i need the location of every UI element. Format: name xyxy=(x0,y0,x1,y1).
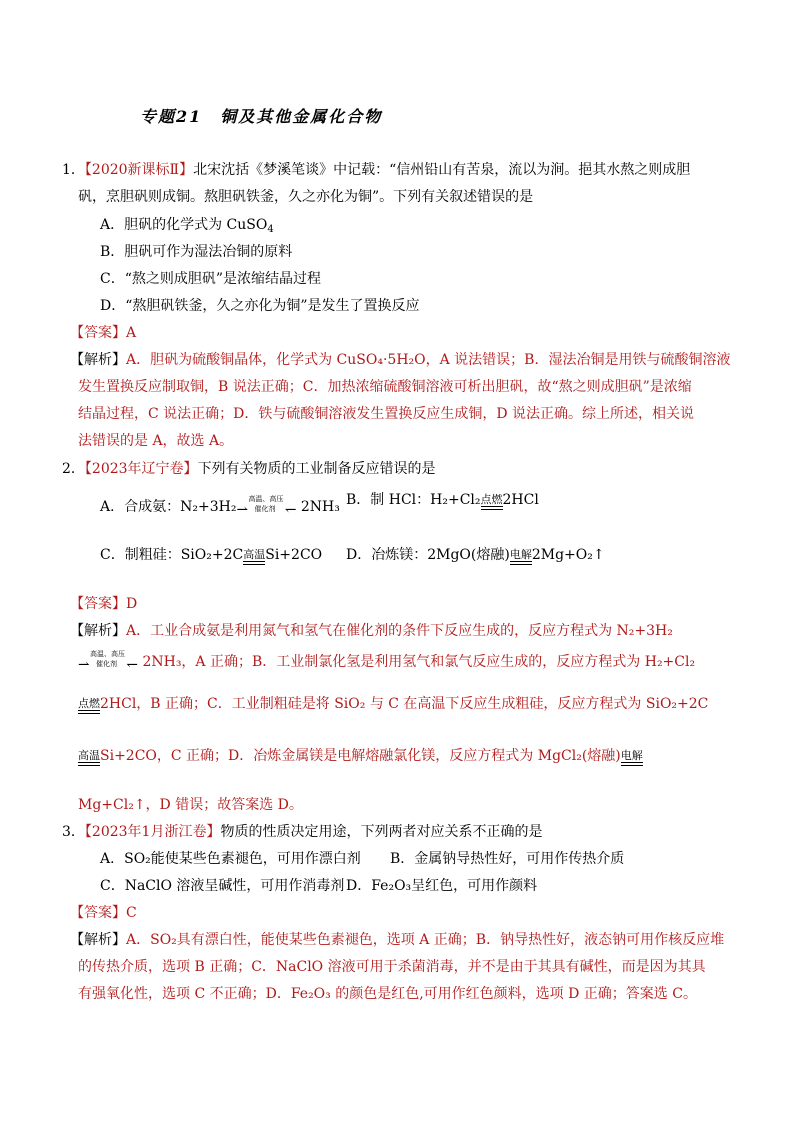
question-2-source-tag: 【2023年辽宁卷】 xyxy=(84,461,198,477)
condition-mark: 电解 xyxy=(621,750,643,766)
question-2-analysis-line4: 高温 Si+2CO，C 正确；D．冶炼金属镁是电解熔融氯化镁，反应方程式为 MgCl₂(熔融) 电解 xyxy=(78,748,643,764)
question-3-analysis: 【解析】A．SO₂具有漂白性，能使某些色素褪色，选项 A 正确；B．钠导热性好，液态钠可用作核反应堆 xyxy=(70,932,725,948)
question-1-analysis-line3: 结晶过程，C 说法正确；D．铁与硫酸铜溶液发生置换反应生成铜，D 说法正确。综上所述，相关说 xyxy=(78,406,695,422)
question-2-analysis-line5: Mg+Cl₂↑，D 错误；故答案选 D。 xyxy=(78,797,303,813)
question-1-stem: 1．【2020新课标Ⅱ】北宋沈括《梦溪笔谈》中记载：“信州铅山有苦泉，流以为涧。挹其水熬之则成胆 xyxy=(62,162,691,178)
question-1-option-d: D．“熬胆矾铁釜，久之亦化为铜”是发生了置换反应 xyxy=(100,298,420,314)
question-3-option-d: D．Fe₂O₃呈红色，可用作颜料 xyxy=(346,878,538,894)
question-1-option-c: C．“熬之则成胆矾”是浓缩结晶过程 xyxy=(100,271,322,287)
condition-mark: 电解 xyxy=(510,549,532,565)
question-2-analysis-line3: 点燃 2HCl，B 正确；C．工业制粗硅是将 SiO₂ 与 C 在高温下反应生成粗硅，反应方程式为 SiO₂+2C xyxy=(78,696,709,712)
question-3-stem: 3．【2023年1月浙江卷】物质的性质决定用途，下列两者对应关系不正确的是 xyxy=(62,824,543,840)
question-3-analysis-line3: 有强氧化性，选项 C 不正确；D．Fe₂O₃ 的颜色是红色,可用作红色颜料，选项 D 正确；答案选 C。 xyxy=(78,986,697,1002)
question-1-analysis-line4: 法错误的是 A，故选 A。 xyxy=(78,433,234,449)
question-3-analysis-line2: 的传热介质，选项 B 正确；C．NaClO 溶液可用于杀菌消毒，并不是由于其具有碱性，而是因为其具 xyxy=(78,959,706,975)
condition-mark: 高温 xyxy=(243,549,265,565)
question-2-option-d: D．冶炼镁：2MgO(熔融) 电解 2Mg+O₂↑ xyxy=(346,547,605,563)
question-1-source-tag: 【2020新课标Ⅱ】 xyxy=(84,162,194,178)
question-2-option-b: B．制 HCl：H₂+Cl₂ 点燃 2HCl xyxy=(346,492,539,508)
condition-mark: 高温 xyxy=(78,750,100,766)
question-1-option-a: A．胆矾的化学式为 CuSO$_4$ xyxy=(100,217,274,235)
question-3-option-a: A．SO₂能使某些色素褪色，可用作漂白剂 xyxy=(100,851,361,867)
question-1-answer: 【答案】A xyxy=(70,325,137,341)
condition-mark: 点燃 xyxy=(78,698,100,714)
question-2-answer: 【答案】D xyxy=(70,596,138,612)
question-3-source-tag: 【2023年1月浙江卷】 xyxy=(84,824,221,840)
question-2-analysis-line2: ⇀ 高温、高压 催化剂 ↽ 2NH₃，A 正确；B．工业制氯化氢是利用氢气和氯气反应生成的，反应方程式为 H₂+Cl₂ xyxy=(78,650,696,673)
question-2-option-c: C．制粗硅：SiO₂+2C 高温 Si+2CO xyxy=(100,547,323,563)
question-1-analysis: 【解析】A．胆矾为硫酸铜晶体，化学式为 CuSO₄·5H₂O，A 说法错误；B．湿法冶铜是用铁与硫酸铜溶液 xyxy=(70,352,731,368)
page-title: 专题21 铜及其他金属化合物 xyxy=(140,107,383,126)
question-1-analysis-line2: 发生置换反应制取铜，B 说法正确；C．加热浓缩硫酸铜溶液可析出胆矾，故“熬之则成胆矾”是浓缩 xyxy=(78,379,692,395)
question-2-stem: 2．【2023年辽宁卷】下列有关物质的工业制备反应错误的是 xyxy=(62,461,436,477)
question-1-stem-cont: 矾，烹胆矾则成铜。熬胆矾铁釜，久之亦化为铜”。下列有关叙述错误的是 xyxy=(78,189,534,205)
question-2-option-a: A．合成氨：N₂+3H₂ ⇀ 高温、高压 催化剂 ↽ 2NH₃ xyxy=(100,495,340,518)
question-3-option-c: C．NaClO 溶液呈碱性，可用作消毒剂 xyxy=(100,878,345,894)
question-1-option-b: B．胆矾可作为湿法冶铜的原料 xyxy=(100,244,293,260)
question-2-analysis: 【解析】A．工业合成氨是利用氮气和氢气在催化剂的条件下反应生成的，反应方程式为 N₂+3H₂ xyxy=(70,623,673,639)
reversible-arrow-icon: ⇀ 高温、高压 催化剂 ↽ xyxy=(236,495,297,518)
question-3-answer: 【答案】C xyxy=(70,905,137,921)
question-3-option-b: B．金属钠导热性好，可用作传热介质 xyxy=(390,851,625,867)
condition-mark: 点燃 xyxy=(481,494,503,510)
reversible-arrow-icon: ⇀ 高温、高压 催化剂 ↽ xyxy=(78,650,138,673)
